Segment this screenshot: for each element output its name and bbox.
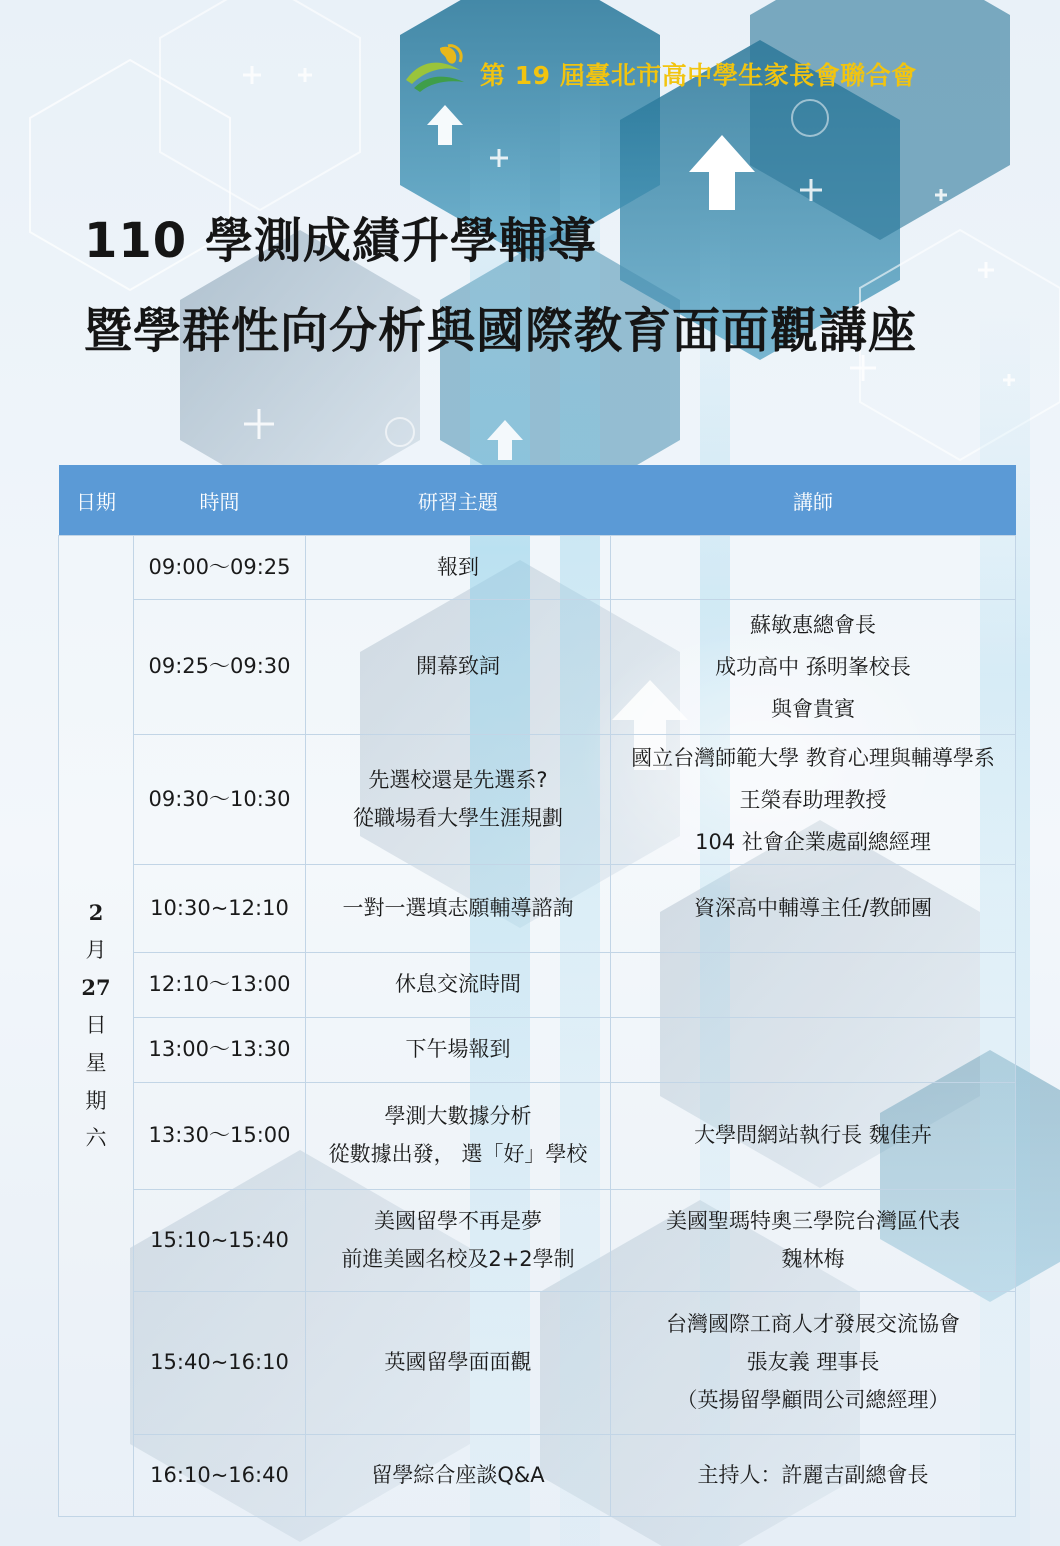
speaker-cell xyxy=(611,1018,1016,1083)
topic-line: 美國留學不再是夢 xyxy=(374,1208,542,1233)
topic-line: 開幕致詞 xyxy=(416,654,500,679)
time-cell: 13:00～13:30 xyxy=(134,1018,306,1083)
topic-line: 從職場看大學生涯規劃 xyxy=(353,805,563,830)
topic-cell xyxy=(306,953,611,1018)
date-char: 日 xyxy=(85,1013,107,1038)
speaker-cell xyxy=(611,1190,1016,1292)
organization-header xyxy=(400,40,917,100)
speaker-line: 台灣國際工商人才發展交流協會 xyxy=(666,1312,960,1337)
speaker-line: 成功高中 孫明峯校長 xyxy=(715,655,911,679)
time-cell: 10:30~12:10 xyxy=(134,865,306,953)
speaker-cell xyxy=(611,600,1016,735)
speaker-line: 美國聖瑪特奧三學院台灣區代表 xyxy=(666,1208,960,1233)
time-cell: 16:10~16:40 xyxy=(134,1435,306,1517)
table-row xyxy=(59,1018,1016,1083)
topic-cell xyxy=(306,1190,611,1292)
table-row xyxy=(59,735,1016,865)
date-cell xyxy=(59,536,134,1517)
header-date: 日期 xyxy=(59,465,134,536)
topic-line: 休息交流時間 xyxy=(395,972,521,997)
speaker-line: 魏林梅 xyxy=(781,1246,845,1271)
leaf-logo-icon xyxy=(400,40,472,100)
header-topic: 研習主題 xyxy=(306,465,611,536)
topic-cell xyxy=(306,600,611,735)
speaker-line: 王榮春助理教授 xyxy=(739,787,887,812)
speaker-cell xyxy=(611,1083,1016,1190)
speaker-line: 主持人：許麗吉副總會長 xyxy=(697,1462,929,1487)
time-cell: 09:00～09:25 xyxy=(134,536,306,600)
date-char: 月 xyxy=(85,937,107,962)
speaker-line: 與會貴賓 xyxy=(771,697,855,721)
date-char: 星 xyxy=(85,1050,107,1075)
page-subtitle: 暨學群性向分析與國際教育面面觀講座 xyxy=(84,303,918,359)
topic-line: 一對一選填志願輔導諮詢 xyxy=(342,895,574,920)
table-row xyxy=(59,1435,1016,1517)
speaker-line: （英揚留學顧問公司總經理） xyxy=(676,1387,950,1412)
speaker-line: 國立台灣師範大學 教育心理與輔導學系 xyxy=(631,745,995,770)
table-row xyxy=(59,600,1016,735)
speaker-cell xyxy=(611,1292,1016,1435)
schedule-table xyxy=(58,465,1016,1517)
speaker-cell xyxy=(611,735,1016,865)
organization-title: 第 19 屆臺北市高中學生家長會聯合會 xyxy=(480,61,917,90)
table-row xyxy=(59,865,1016,953)
topic-cell xyxy=(306,1292,611,1435)
table-row xyxy=(59,1190,1016,1292)
date-char: 27 xyxy=(81,975,111,1001)
header-time: 時間 xyxy=(134,465,306,536)
header-speaker: 講師 xyxy=(611,465,1016,536)
time-cell: 12:10～13:00 xyxy=(134,953,306,1018)
topic-line: 先選校還是先選系? xyxy=(368,767,548,792)
speaker-cell xyxy=(611,1435,1016,1517)
topic-cell xyxy=(306,536,611,600)
time-cell: 15:40~16:10 xyxy=(134,1292,306,1435)
time-cell: 13:30～15:00 xyxy=(134,1083,306,1190)
time-cell: 15:10~15:40 xyxy=(134,1190,306,1292)
table-row xyxy=(59,1083,1016,1190)
table-header-row xyxy=(59,465,1016,536)
time-cell: 09:25～09:30 xyxy=(134,600,306,735)
speaker-cell xyxy=(611,953,1016,1018)
date-char: 期 xyxy=(85,1088,107,1113)
speaker-line: 大學問網站執行長 魏佳卉 xyxy=(694,1123,932,1148)
speaker-line: 張友義 理事長 xyxy=(746,1350,880,1375)
topic-cell xyxy=(306,1018,611,1083)
speaker-cell xyxy=(611,865,1016,953)
topic-cell xyxy=(306,1083,611,1190)
topic-line: 前進美國名校及2+2學制 xyxy=(341,1246,575,1271)
topic-cell xyxy=(306,1435,611,1517)
speaker-line: 104 社會企業處副總經理 xyxy=(695,829,931,854)
speaker-cell xyxy=(611,536,1016,600)
speaker-line: 蘇敏惠總會長 xyxy=(750,613,876,637)
date-char: 六 xyxy=(85,1126,107,1151)
time-cell: 09:30～10:30 xyxy=(134,735,306,865)
speaker-line: 資深高中輔導主任/教師團 xyxy=(693,895,933,920)
topic-line: 英國留學面面觀 xyxy=(384,1350,532,1375)
table-row xyxy=(59,953,1016,1018)
table-row xyxy=(59,1292,1016,1435)
topic-line: 報到 xyxy=(437,554,479,579)
table-row xyxy=(59,536,1016,600)
page-title: 110 學測成績升學輔導 xyxy=(84,213,597,269)
date-char: 2 xyxy=(88,899,104,925)
topic-cell xyxy=(306,735,611,865)
topic-line: 留學綜合座談Q&A xyxy=(371,1462,545,1487)
topic-cell xyxy=(306,865,611,953)
topic-line: 從數據出發， 選「好」學校 xyxy=(328,1142,588,1166)
topic-line: 學測大數據分析 xyxy=(384,1104,532,1129)
topic-line: 下午場報到 xyxy=(405,1037,511,1062)
